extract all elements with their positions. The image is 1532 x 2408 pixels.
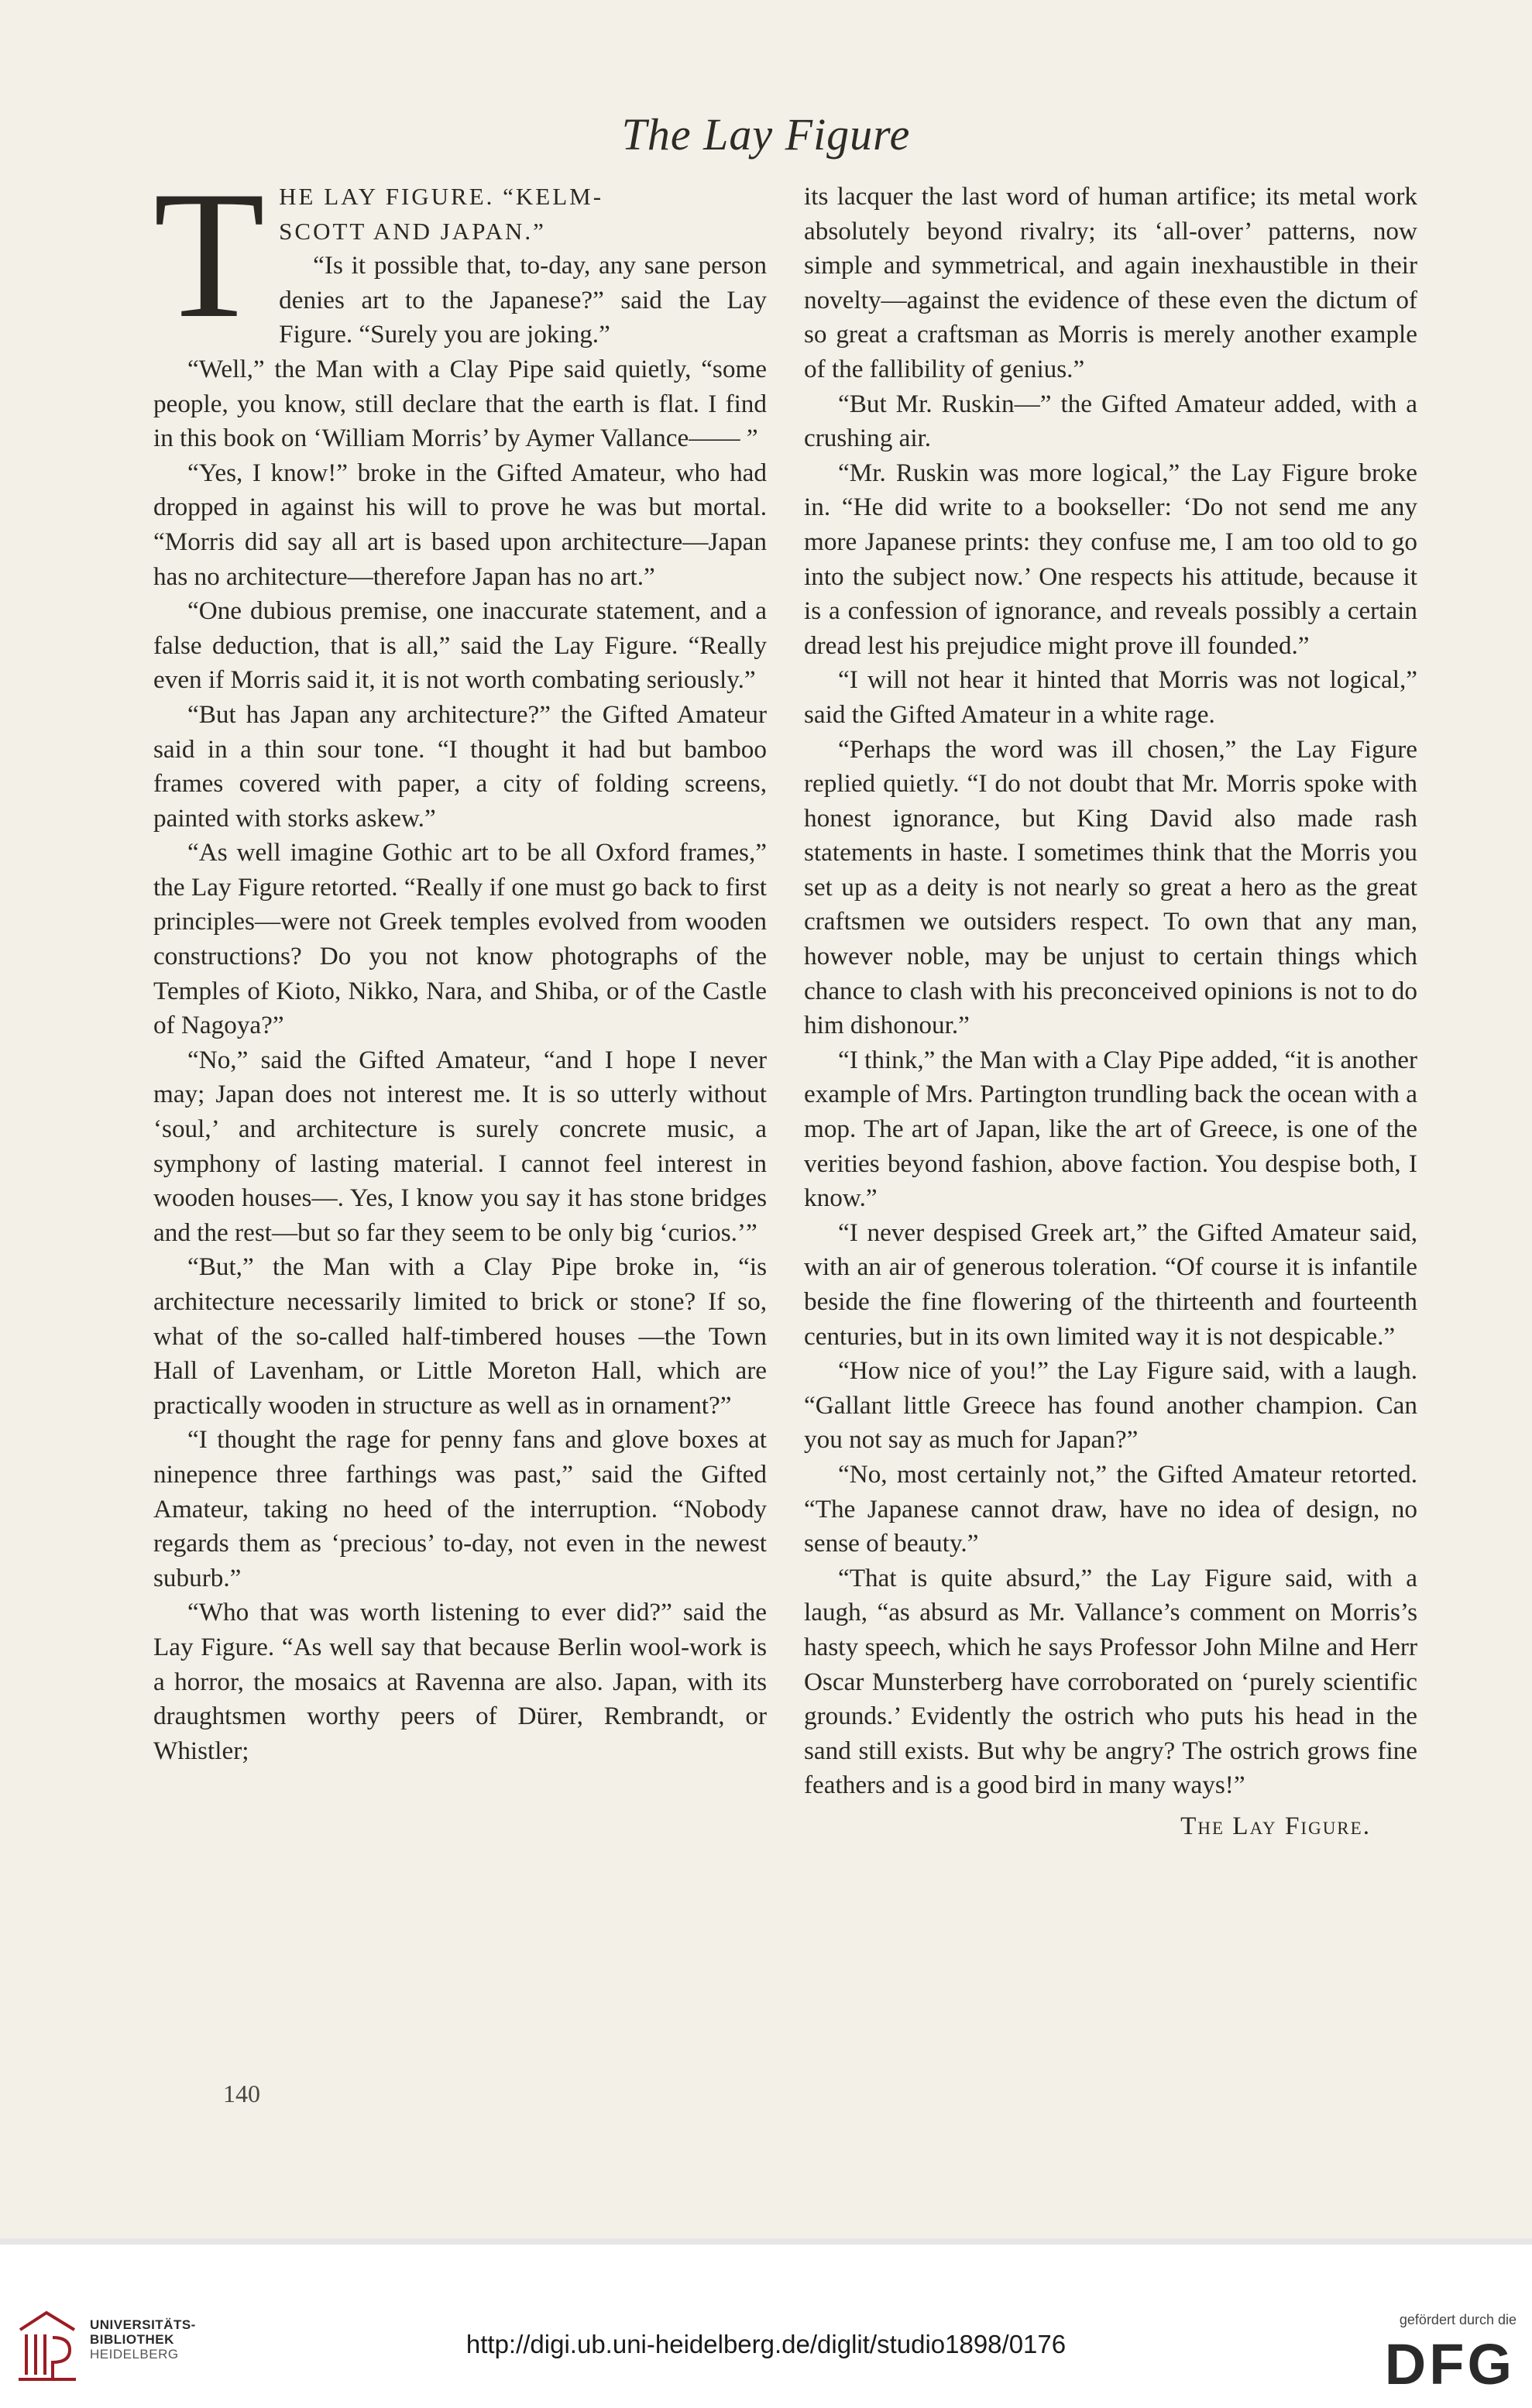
paragraph: “As well imagine Gothic art to be all Oxford frames,” the Lay Figure retorted. “Really if one must go back to first principles—were not Greek temples evolved from wooden constructions? Do you not know photographs of the Temples of Kioto, Nikko, Nara, and Shiba, or of the Castle of Nagoya?” [153,838,767,1040]
left-column [153,154,767,1768]
institution-line1: UNIVERSITÄTS- [90,2317,196,2332]
paragraph: “No, most certainly not,” the Gifted Amateur retorted. “The Japanese cannot draw, have no idea of design, no sense of beauty.” [804,1459,1417,1558]
paragraph: “Is it possible that, to-day, any sane person denies art to the Japanese?” said the Lay Figure. “Surely you are joking.” [279,251,767,349]
running-head: The Lay Figure [621,109,911,160]
paragraph: “How nice of you!” the Lay Figure said, with a laugh. “Gallant little Greece has found another champion. Can you not say as much for Japan?” [804,1356,1417,1455]
institution-line3: HEIDELBERG [90,2347,179,2362]
paragraph: “I think,” the Man with a Clay Pipe added, “it is another example of Mrs. Partington trundling back the ocean with a mop. The art of Japan, like the art of Greece, is one of the verities beyond fashion, above faction. You despise both, I know.” [804,1045,1417,1213]
signature: The Lay Figure. [1180,1811,1371,1840]
paragraph: “But has Japan any architecture?” the Gifted Amateur said in a thin sour tone. “I thought it had but bamboo frames covered with paper, a city of folding screens, painted with storks askew.” [153,699,767,833]
paragraph: “Mr. Ruskin was more logical,” the Lay Figure broke in. “He did write to a bookseller: ‘Do not send me any more Japanese prints: they confuse me, I am too old to go into the subject now.’ One respects his attitude, because it is a confession of ignorance, and reveals possibly a certain dread lest his prejudice might prove ill founded.” [804,458,1417,660]
institution-line2: BIBLIOTHEK [90,2332,174,2347]
dfg-logo: DFG [1384,2332,1515,2396]
paragraph: “Well,” the Man with a Clay Pipe said quietly, “some people, you know, still declare that the earth is flat. I find in this book on ‘William Morris’ by Aymer Vallance—— ” [153,354,767,453]
paragraph: “Who that was worth listening to ever did?” said the Lay Figure. “As well say that because Berlin wool-work is a horror, the mosaics at Ravenna are also. Japan, with its draughtsmen worthy peers of Dürer, Rembrandt, or Whistler; [153,1598,767,1765]
paragraph: “I never despised Greek art,” the Gifted Amateur said, with an air of generous toleration. “Of course it is infantile beside the fine flowering of the thirteenth and fourteenth centuries, but in its own limited way it is not despicable.” [804,1218,1417,1351]
paragraph: “But,” the Man with a Clay Pipe broke in, “is architecture necessarily limited to brick or stone? If so, what of the so-called half-timbered houses —the Town Hall of Lavenham, or Little Moreton Hall, which are practically wooden in structure as well as in ornament?” [153,1252,767,1420]
paragraph: “But Mr. Ruskin—” the Gifted Amateur added, with a crushing air. [804,389,1417,453]
digitization-footer [0,2238,1532,2408]
paragraph: “I will not hear it hinted that Morris was not logical,” said the Gifted Amateur in a white rage. [804,665,1417,729]
footer-divider [0,2238,1532,2245]
paragraph-continued: its lacquer the last word of human artifice; its metal work absolutely beyond rivalry; its ‘all-over’ patterns, now simple and symmetrical, and again inexhaustible in their novelty—against the evidence of these even the dictum of so great a craftsman as Morris is merely another example of the fallibility of genius.” [804,182,1417,383]
paragraph: “Yes, I know!” broke in the Gifted Amateur, who had dropped in against his will to prove he was but mortal. “Morris did say all art is based upon architecture—Japan has no architecture—therefore Japan has no art.” [153,458,767,591]
right-column [804,180,1417,1844]
page-number: 140 [223,2080,260,2107]
paragraph: “No,” said the Gifted Amateur, “and I hope I never may; Japan does not interest me. It is so utterly without ‘soul,’ and architecture is surely concrete music, a symphony of lasting material. I cannot feel interest in wooden houses—. Yes, I know you say it has stone bridges and the rest—but so far they seem to be only big ‘curios.’” [153,1045,767,1247]
article-title-line2: SCOTT AND JAPAN.” [279,217,546,245]
paragraph: “One dubious premise, one inaccurate statement, and a false deduction, that is all,” said the Lay Figure. “Really even if Morris said it, it is not worth combating seriously.” [153,596,767,695]
paragraph: “I thought the rage for penny fans and glove boxes at ninepence three farthings was past,” said the Gifted Amateur, taking no heed of the interruption. “Nobody regards them as ‘precious’ to-day, not even in the newest suburb.” [153,1425,767,1592]
paragraph: “That is quite absurd,” the Lay Figure said, with a laugh, “as absurd as Mr. Vallance’s comment on Morris’s hasty speech, which he says Professor John Milne and Herr Oscar Munsterberg have corroborated on ‘purely scientific grounds.’ Evidently the ostrich who puts his head in the sand still exists. But why be angry? The ostrich grows fine feathers and is a good bird in many ways!” [804,1563,1417,1800]
permalink-url[interactable]: http://digi.ub.uni-heidelberg.de/diglit/studio1898/0176 [465,2330,1067,2358]
article-title-line1: HE LAY FIGURE. “KELM- [279,183,604,210]
drop-cap: T [153,154,266,356]
sponsor-label: gefördert durch die [1399,2312,1517,2327]
paragraph: “Perhaps the word was ill chosen,” the Lay Figure replied quietly. “I do not doubt that Mr. Morris spoke with honest ignorance, but King David also made rash statements in haste. I sometimes think that the Morris you set up as a deity is not nearly so great a hero as the great craftsmen we outsiders respect. To own that any man, however noble, may be unjust to certain things which chance to clash with his preconceived opinions is not to do him dishonour.” [804,734,1417,1040]
